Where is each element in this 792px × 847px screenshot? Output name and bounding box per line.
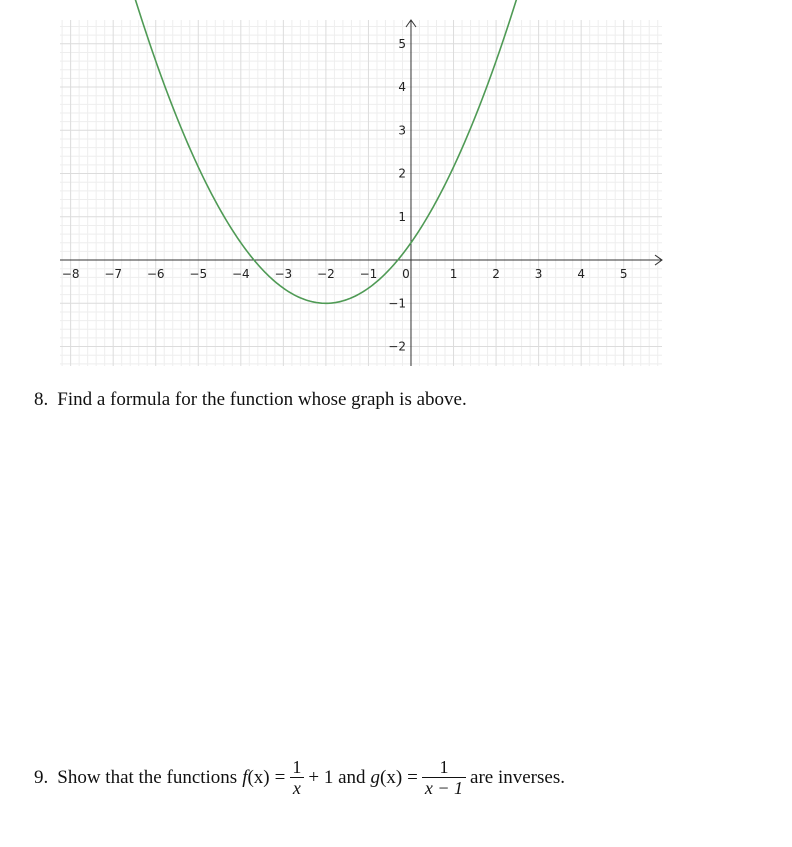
problem-8	[34, 389, 467, 411]
x-tick-label: −6	[146, 267, 165, 282]
x-tick-label: 2	[492, 267, 500, 282]
x-tick-label: −4	[231, 267, 250, 282]
g-name: g	[370, 766, 381, 788]
g-fraction	[422, 757, 466, 798]
f-numerator: 1	[292, 757, 302, 777]
x-tick-label: −5	[189, 267, 208, 282]
f-arg: (x)	[247, 766, 270, 788]
x-tick-label: 1	[449, 267, 458, 282]
y-tick-label: 4	[398, 80, 406, 95]
g-equals: =	[407, 766, 418, 788]
x-tick-label: −1	[359, 267, 378, 282]
f-tail: + 1 and	[308, 766, 366, 788]
y-tick-labels	[388, 37, 406, 354]
problem-9-outro: are inverses.	[470, 766, 565, 788]
y-tick-label: 3	[398, 123, 406, 138]
function-graph	[0, 0, 792, 380]
y-tick-label: 2	[398, 166, 406, 181]
f-fraction	[289, 757, 304, 798]
y-tick-label: 1	[398, 209, 406, 224]
x-tick-label: 4	[577, 267, 585, 282]
x-tick-label: 3	[534, 267, 543, 282]
problem-9	[34, 757, 565, 798]
problem-9-number: 9.	[34, 766, 49, 788]
problem-8-number: 8.	[34, 389, 49, 410]
f-name: f	[242, 766, 248, 788]
x-tick-label: −7	[104, 267, 123, 282]
f-denominator: x	[290, 777, 304, 798]
y-tick-label: 5	[398, 36, 406, 51]
major-grid	[60, 20, 662, 366]
g-arg: (x)	[380, 766, 403, 788]
y-tick-label: −2	[388, 339, 406, 354]
x-tick-label: −3	[274, 267, 293, 282]
f-equals: =	[274, 766, 286, 788]
problem-9-intro: Show that the functions	[57, 766, 238, 788]
minor-grid	[60, 20, 662, 366]
problem-8-text: Find a formula for the function whose graph is above.	[57, 389, 467, 410]
parabola-curve	[126, 0, 517, 303]
x-tick-label: −2	[317, 267, 335, 282]
x-tick-label: 5	[619, 267, 628, 282]
x-tick-label: −8	[61, 267, 80, 282]
g-numerator: 1	[439, 757, 449, 777]
x-tick-label: 0	[402, 267, 410, 282]
axes	[60, 20, 662, 366]
y-tick-label: −1	[388, 296, 406, 311]
g-denominator: x − 1	[422, 777, 466, 798]
